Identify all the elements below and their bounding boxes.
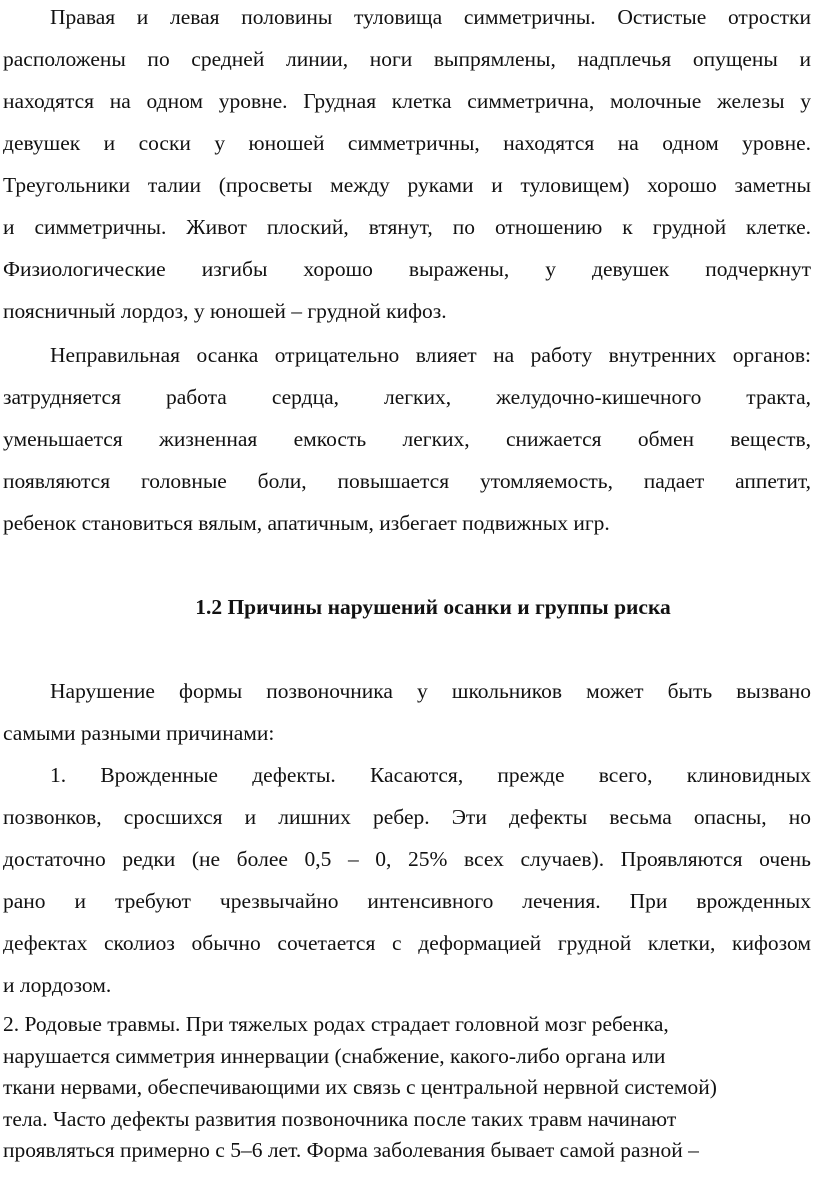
text-line: проявляться примерно с 5–6 лет. Форма заболевания бывает самой разной – xyxy=(3,1138,699,1162)
text-line: затрудняется работа сердца, легких, желудочно-кишечного тракта, xyxy=(3,385,811,409)
text-line: и симметричны. Живот плоский, втянут, по отношению к грудной клетке. xyxy=(3,215,811,239)
text-line: появляются головные боли, повышается утомляемость, падает аппетит, xyxy=(3,469,811,493)
text-line: рано и требуют чрезвычайно интенсивного лечения. При врожденных xyxy=(3,889,811,913)
text-line: Неправильная осанка отрицательно влияет на работу внутренних органов: xyxy=(50,343,811,367)
text-line: ткани нервами, обеспечивающими их связь с центральной нервной системой) xyxy=(3,1075,717,1099)
text-line: находятся на одном уровне. Грудная клетка симметрична, молочные железы у xyxy=(3,89,811,113)
text-line: 1. Врожденные дефекты. Касаются, прежде всего, клиновидных xyxy=(50,763,811,787)
text-line: самыми разными причинами: xyxy=(3,721,275,745)
text-line: позвонков, сросшихся и лишних ребер. Эти дефекты весьма опасны, но xyxy=(3,805,811,829)
text-line: поясничный лордоз, у юношей – грудной кифоз. xyxy=(3,299,447,323)
text-line: Треугольники талии (просветы между руками и туловищем) хорошо заметны xyxy=(3,173,811,197)
text-line: Правая и левая половины туловища симметричны. Остистые отростки xyxy=(50,5,811,29)
paragraph-bad-posture-effects xyxy=(3,334,811,544)
paragraph-causes-intro xyxy=(3,670,811,754)
text-line: нарушается симметрия иннервации (снабжение, какого-либо органа или xyxy=(3,1043,666,1068)
text-line: достаточно редки (не более 0,5 – 0, 25% всех случаев). Проявляются очень xyxy=(3,847,811,871)
section-heading: 1.2 Причины нарушений осанки и группы риска xyxy=(195,595,671,619)
text-line: уменьшается жизненная емкость легких, снижается обмен веществ, xyxy=(3,427,811,451)
text-line: ребенок становиться вялым, апатичным, избегает подвижных игр. xyxy=(3,511,610,535)
paragraph-posture-description xyxy=(3,0,811,332)
text-line: дефектах сколиоз обычно сочетается с деформацией грудной клетки, кифозом xyxy=(3,931,811,955)
text-line: расположены по средней линии, ноги выпрямлены, надплечья опущены и xyxy=(3,47,811,71)
text-line: тела. Часто дефекты развития позвоночника после таких травм начинают xyxy=(3,1106,677,1131)
paragraph-birth-injuries xyxy=(3,1009,811,1167)
text-line: и лордозом. xyxy=(3,973,112,997)
text-line: 2. Родовые травмы. При тяжелых родах страдает головной мозг ребенка, xyxy=(3,1012,669,1036)
text-line: Нарушение формы позвоночника у школьников может быть вызвано xyxy=(50,679,811,703)
text-line: Физиологические изгибы хорошо выражены, у девушек подчеркнут xyxy=(3,257,811,281)
paragraph-congenital-defects xyxy=(3,754,811,1006)
text-line: девушек и соски у юношей симметричны, находятся на одном уровне. xyxy=(3,131,811,155)
